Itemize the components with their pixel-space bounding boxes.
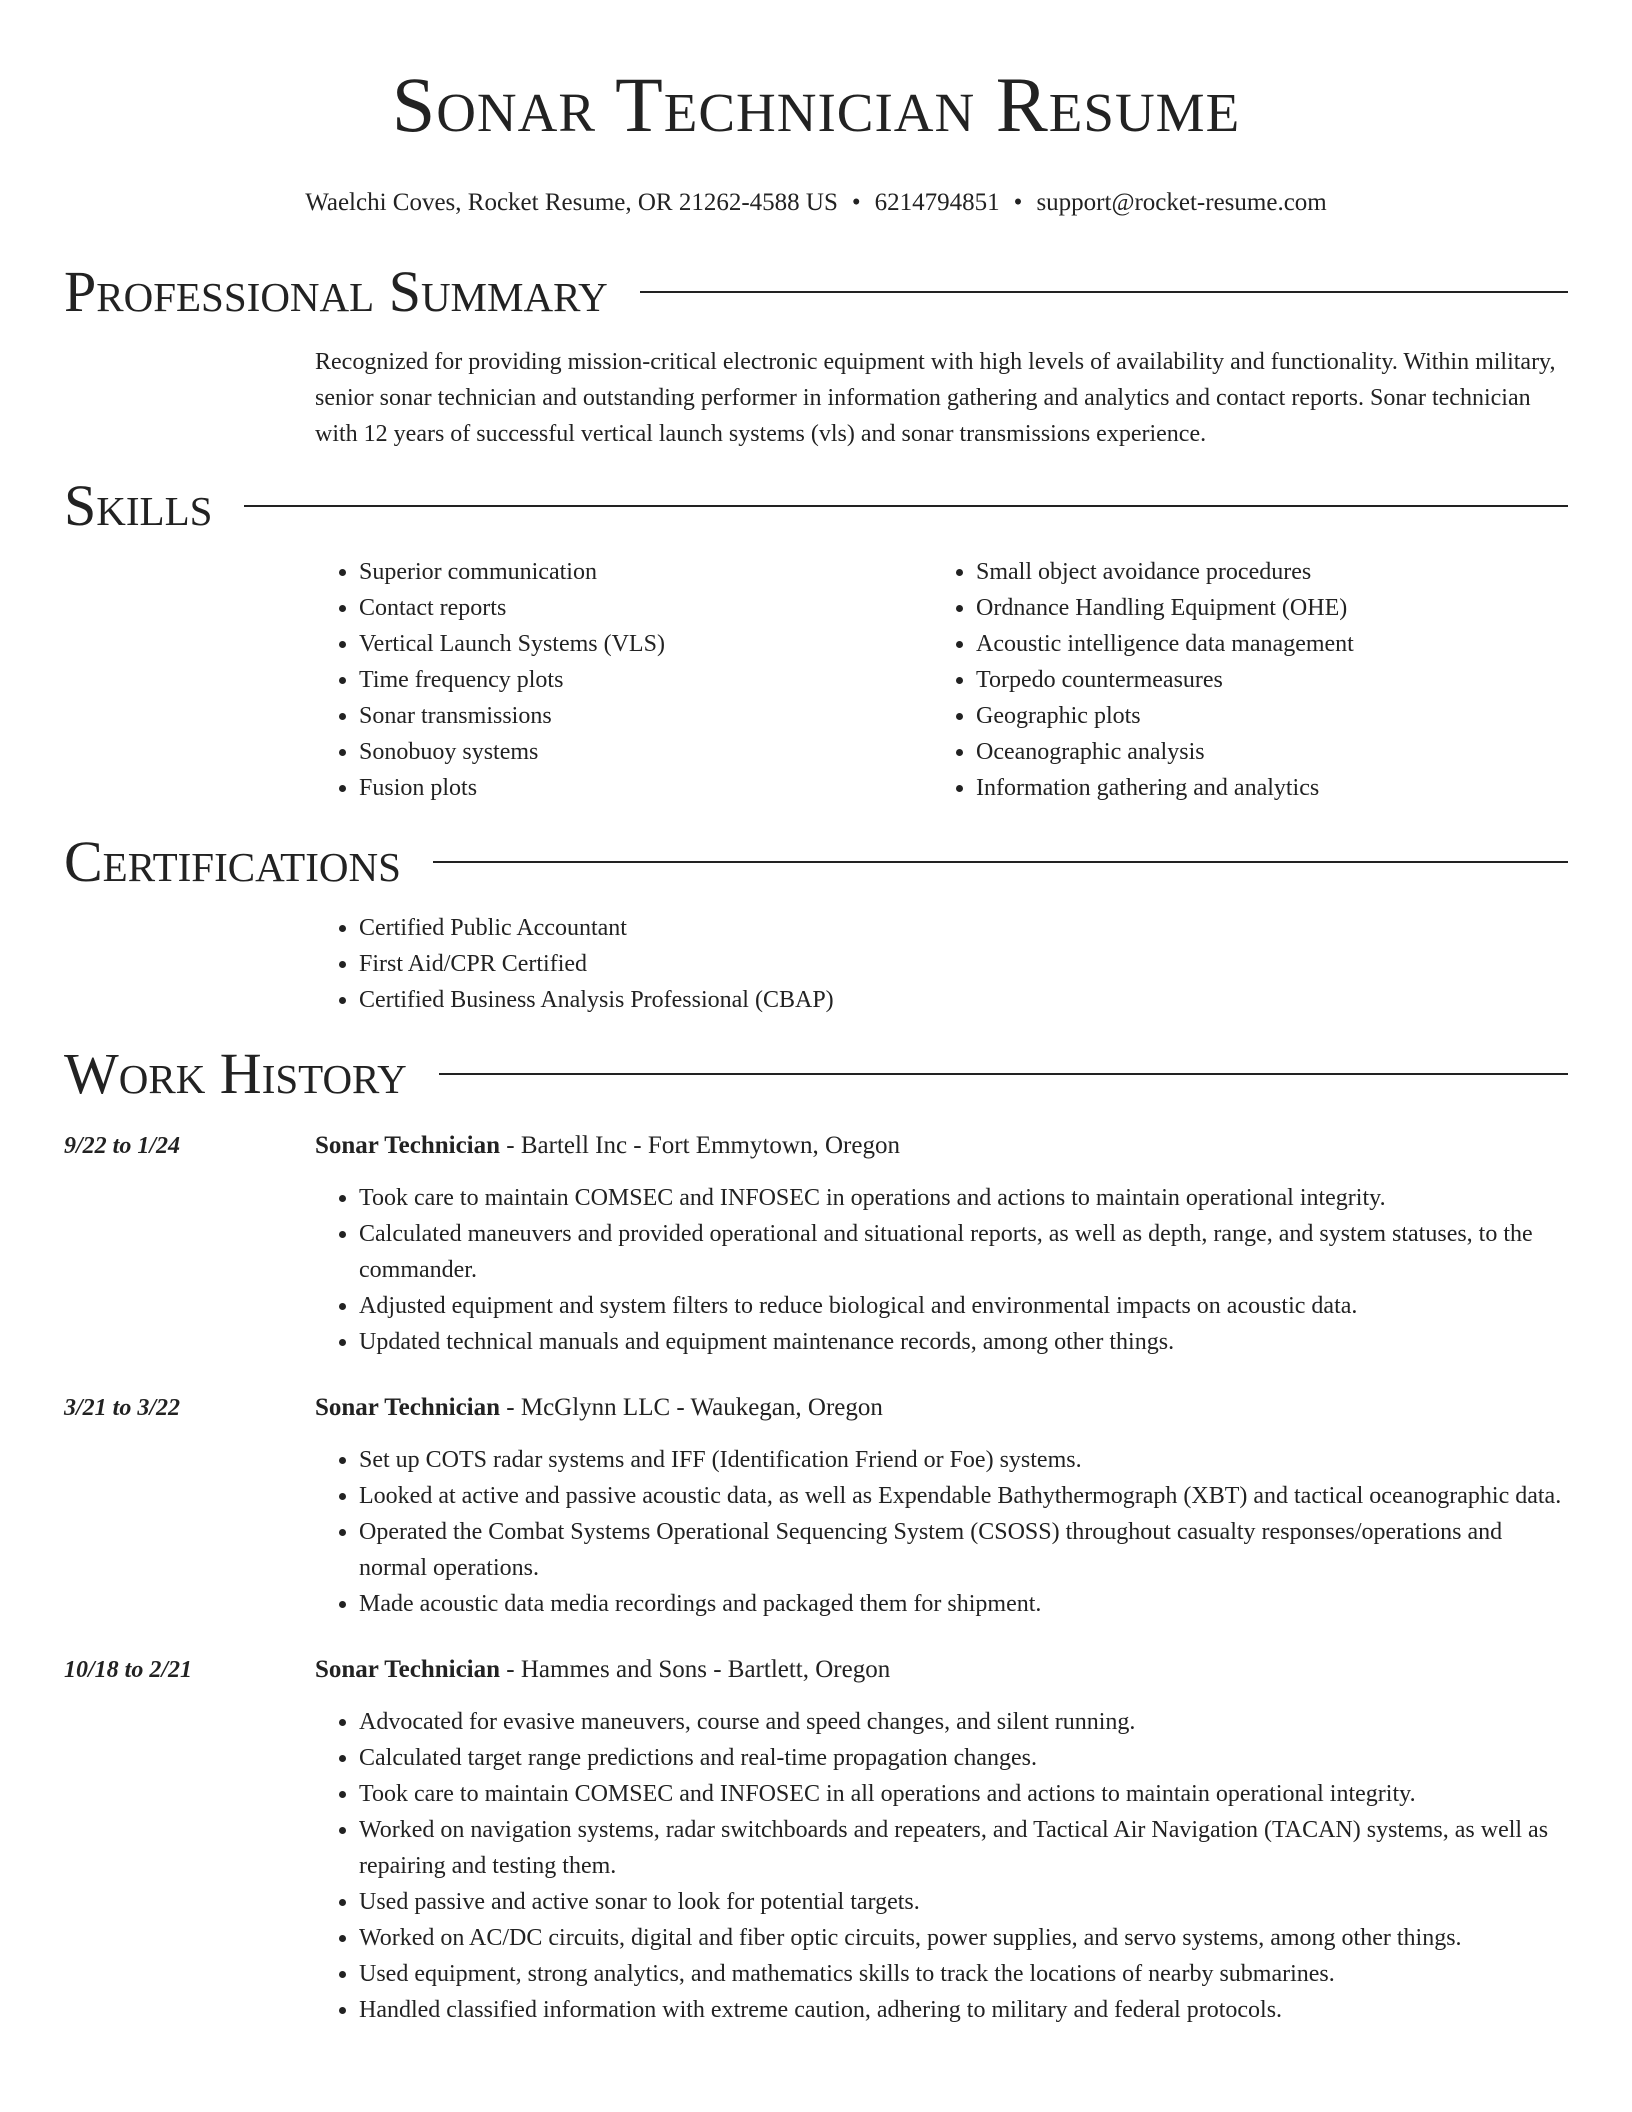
job-title-line [315, 1390, 1568, 1426]
job-title-line [315, 1128, 1568, 1164]
job-bullet: • Handled classified information with extreme caution, adhering to military and federal protocols. [359, 1992, 1568, 2028]
job-bullet: • Worked on AC/DC circuits, digital and fiber optic circuits, power supplies, and servo systems, among other things. [359, 1920, 1568, 1956]
skill-item: • Sonar transmissions [359, 698, 932, 734]
job-company: - Bartell Inc - Fort Emmytown, Oregon [500, 1132, 900, 1159]
job-bullet: • Operated the Combat Systems Operational Sequencing System (CSOSS) throughout casualty responses/operations and normal operations. [359, 1514, 1568, 1586]
skill-item: • Time frequency plots [359, 662, 932, 698]
job-bullet: • Worked on navigation systems, radar switchboards and repeaters, and Tactical Air Navigation (TACAN) systems, as well as repairing and testing them. [359, 1812, 1568, 1884]
job-title: Sonar Technician [315, 1656, 501, 1683]
separator: • [851, 189, 861, 216]
job-bullet: • Took care to maintain COMSEC and INFOSEC in all operations and actions to maintain operational integrity. [359, 1776, 1568, 1812]
skill-item: • Torpedo countermeasures [976, 662, 1568, 698]
job-bullet: • Used passive and active sonar to look for potential targets. [359, 1884, 1568, 1920]
skill-item: • Geographic plots [976, 698, 1568, 734]
skill-item: • Small object avoidance procedures [976, 554, 1568, 590]
job-bullet: • Updated technical manuals and equipment maintenance records, among other things. [359, 1324, 1568, 1360]
certification-item: • First Aid/CPR Certified [359, 946, 1568, 982]
certification-item: • Certified Public Accountant [359, 910, 1568, 946]
section-header [64, 260, 1568, 324]
skills-column-right [932, 554, 1568, 806]
job-bullet: • Advocated for evasive maneuvers, course and speed changes, and silent running. [359, 1704, 1568, 1740]
section-divider [433, 861, 1568, 863]
job-title: Sonar Technician [315, 1132, 501, 1159]
job-company: - Hammes and Sons - Bartlett, Oregon [500, 1656, 891, 1683]
job-entry [64, 1390, 1568, 1622]
email: support@rocket-resume.com [1036, 189, 1327, 216]
separator: • [1013, 189, 1023, 216]
skill-item: • Oceanographic analysis [976, 734, 1568, 770]
skills-grid [315, 554, 1568, 806]
section-heading: Professional Summary [64, 259, 608, 324]
section-heading: Skills [64, 473, 213, 538]
skill-item: • Vertical Launch Systems (VLS) [359, 626, 932, 662]
job-title: Sonar Technician [315, 1394, 501, 1421]
job-bullet: • Made acoustic data media recordings and packaged them for shipment. [359, 1586, 1568, 1622]
section-header [64, 830, 1568, 894]
skills-column-left [315, 554, 932, 806]
section-header [64, 474, 1568, 538]
section-heading: Certifications [64, 829, 401, 894]
job-entry [64, 1128, 1568, 1360]
job-bullet: • Adjusted equipment and system filters to reduce biological and environmental impacts on acoustic data. [359, 1288, 1568, 1324]
job-bullet: • Set up COTS radar systems and IFF (Identification Friend or Foe) systems. [359, 1442, 1568, 1478]
certification-item: • Certified Business Analysis Professional (CBAP) [359, 982, 1568, 1018]
skill-item: • Ordnance Handling Equipment (OHE) [976, 590, 1568, 626]
section-header [64, 1042, 1568, 1106]
section-heading: Work History [64, 1041, 407, 1106]
address: Waelchi Coves, Rocket Resume, OR 21262-4588 US [305, 189, 838, 216]
job-bullet: • Looked at active and passive acoustic data, as well as Expendable Bathythermograph (XBT) and tactical oceanographic data. [359, 1478, 1568, 1514]
contact-line [64, 188, 1568, 218]
section-divider [244, 505, 1568, 507]
job-dates: 9/22 to 1/24 [64, 1133, 181, 1159]
professional-summary-section [64, 260, 1568, 452]
phone: 6214794851 [874, 189, 1000, 216]
section-divider [439, 1073, 1568, 1075]
skill-item: • Sonobuoy systems [359, 734, 932, 770]
section-divider [640, 291, 1568, 293]
skill-item: • Information gathering and analytics [976, 770, 1568, 806]
skill-item: • Fusion plots [359, 770, 932, 806]
job-bullet: • Calculated target range predictions and real-time propagation changes. [359, 1740, 1568, 1776]
job-title-line [315, 1652, 1568, 1688]
job-company: - McGlynn LLC - Waukegan, Oregon [500, 1394, 883, 1421]
work-history-section [64, 1042, 1568, 2028]
job-dates: 10/18 to 2/21 [64, 1657, 193, 1683]
job-bullet: • Used equipment, strong analytics, and mathematics skills to track the locations of nearby submarines. [359, 1956, 1568, 1992]
job-bullet: • Took care to maintain COMSEC and INFOSEC in operations and actions to maintain operational integrity. [359, 1180, 1568, 1216]
certifications-section [64, 830, 1568, 1018]
job-dates: 3/21 to 3/22 [64, 1395, 181, 1421]
skills-section [64, 474, 1568, 806]
skill-item: • Superior communication [359, 554, 932, 590]
summary-text: Recognized for providing mission-critical electronic equipment with high levels of availability and functionality. Within military, senior sonar technician and outstanding performer in information gathering and analytics and contact reports. Sonar technician with 12 years of successful vertical launch systems (vls) and sonar transmissions experience. [315, 349, 1556, 447]
skill-item: • Contact reports [359, 590, 932, 626]
job-bullet: • Calculated maneuvers and provided operational and situational reports, as well as depth, range, and system statuses, to the commander. [359, 1216, 1568, 1288]
job-entry [64, 1652, 1568, 2028]
resume-title: Sonar Technician Resume [391, 61, 1241, 148]
skill-item: • Acoustic intelligence data management [976, 626, 1568, 662]
